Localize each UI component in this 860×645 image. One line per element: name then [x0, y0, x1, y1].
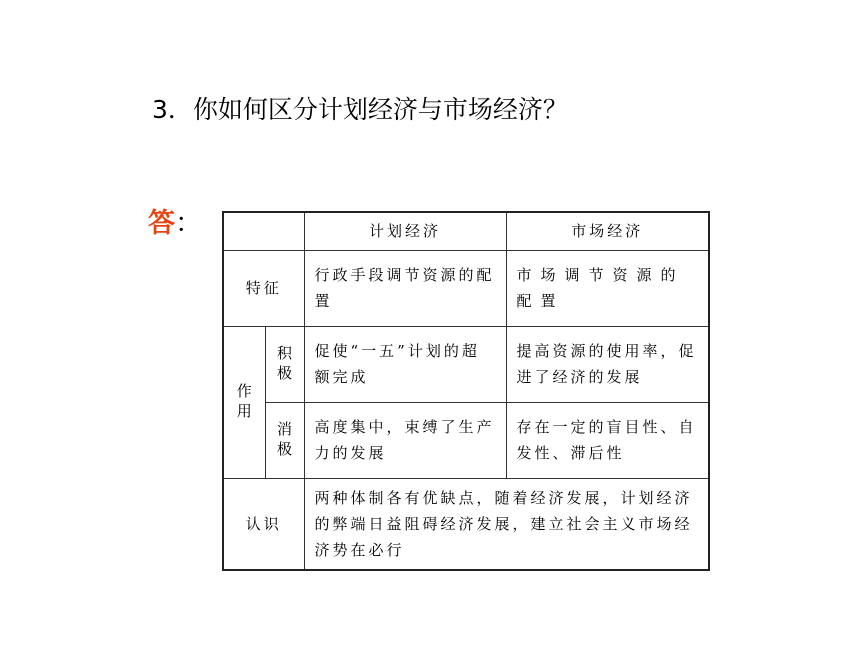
table-header-row — [223, 212, 709, 250]
row-label-role — [223, 326, 265, 478]
table-row-understanding — [223, 478, 709, 570]
features-planned-cell: 行政手段调节资源的配置 — [304, 250, 506, 326]
negative-market-cell: 存在一定的盲目性、自发性、滞后性 — [506, 402, 709, 478]
sublabel-positive — [265, 326, 304, 402]
negative-planned-cell: 高度集中，束缚了生产力的发展 — [304, 402, 506, 478]
row-label-understanding: 认识 — [223, 478, 304, 570]
comparison-table — [222, 211, 710, 571]
positive-label-text: 积极 — [276, 343, 292, 382]
answer-colon: ： — [175, 208, 202, 239]
table-row-negative — [223, 402, 709, 478]
header-empty-cell — [223, 212, 304, 250]
table-row-features — [223, 250, 709, 326]
answer-label — [148, 206, 202, 242]
understanding-cell: 两种体制各有优缺点，随着经济发展，计划经济的弊端日益阻碍经济发展，建立社会主义市场经济势在必行 — [304, 478, 709, 570]
header-planned-economy: 计划经济 — [304, 212, 506, 250]
positive-planned-cell: 促使“一五”计划的超额完成 — [304, 326, 506, 402]
answer-word: 答 — [148, 208, 175, 239]
role-label-text: 作用 — [236, 381, 252, 420]
header-market-economy: 市场经济 — [506, 212, 709, 250]
sublabel-negative — [265, 402, 304, 478]
positive-market-cell: 提高资源的使用率，促进了经济的发展 — [506, 326, 709, 402]
row-label-features: 特征 — [223, 250, 304, 326]
negative-label-text: 消极 — [276, 419, 292, 458]
features-market-cell: 市场调节资源的配置 — [506, 250, 709, 326]
table-row-positive — [223, 326, 709, 402]
question-title: 3．你如何区分计划经济与市场经济？ — [152, 95, 568, 124]
